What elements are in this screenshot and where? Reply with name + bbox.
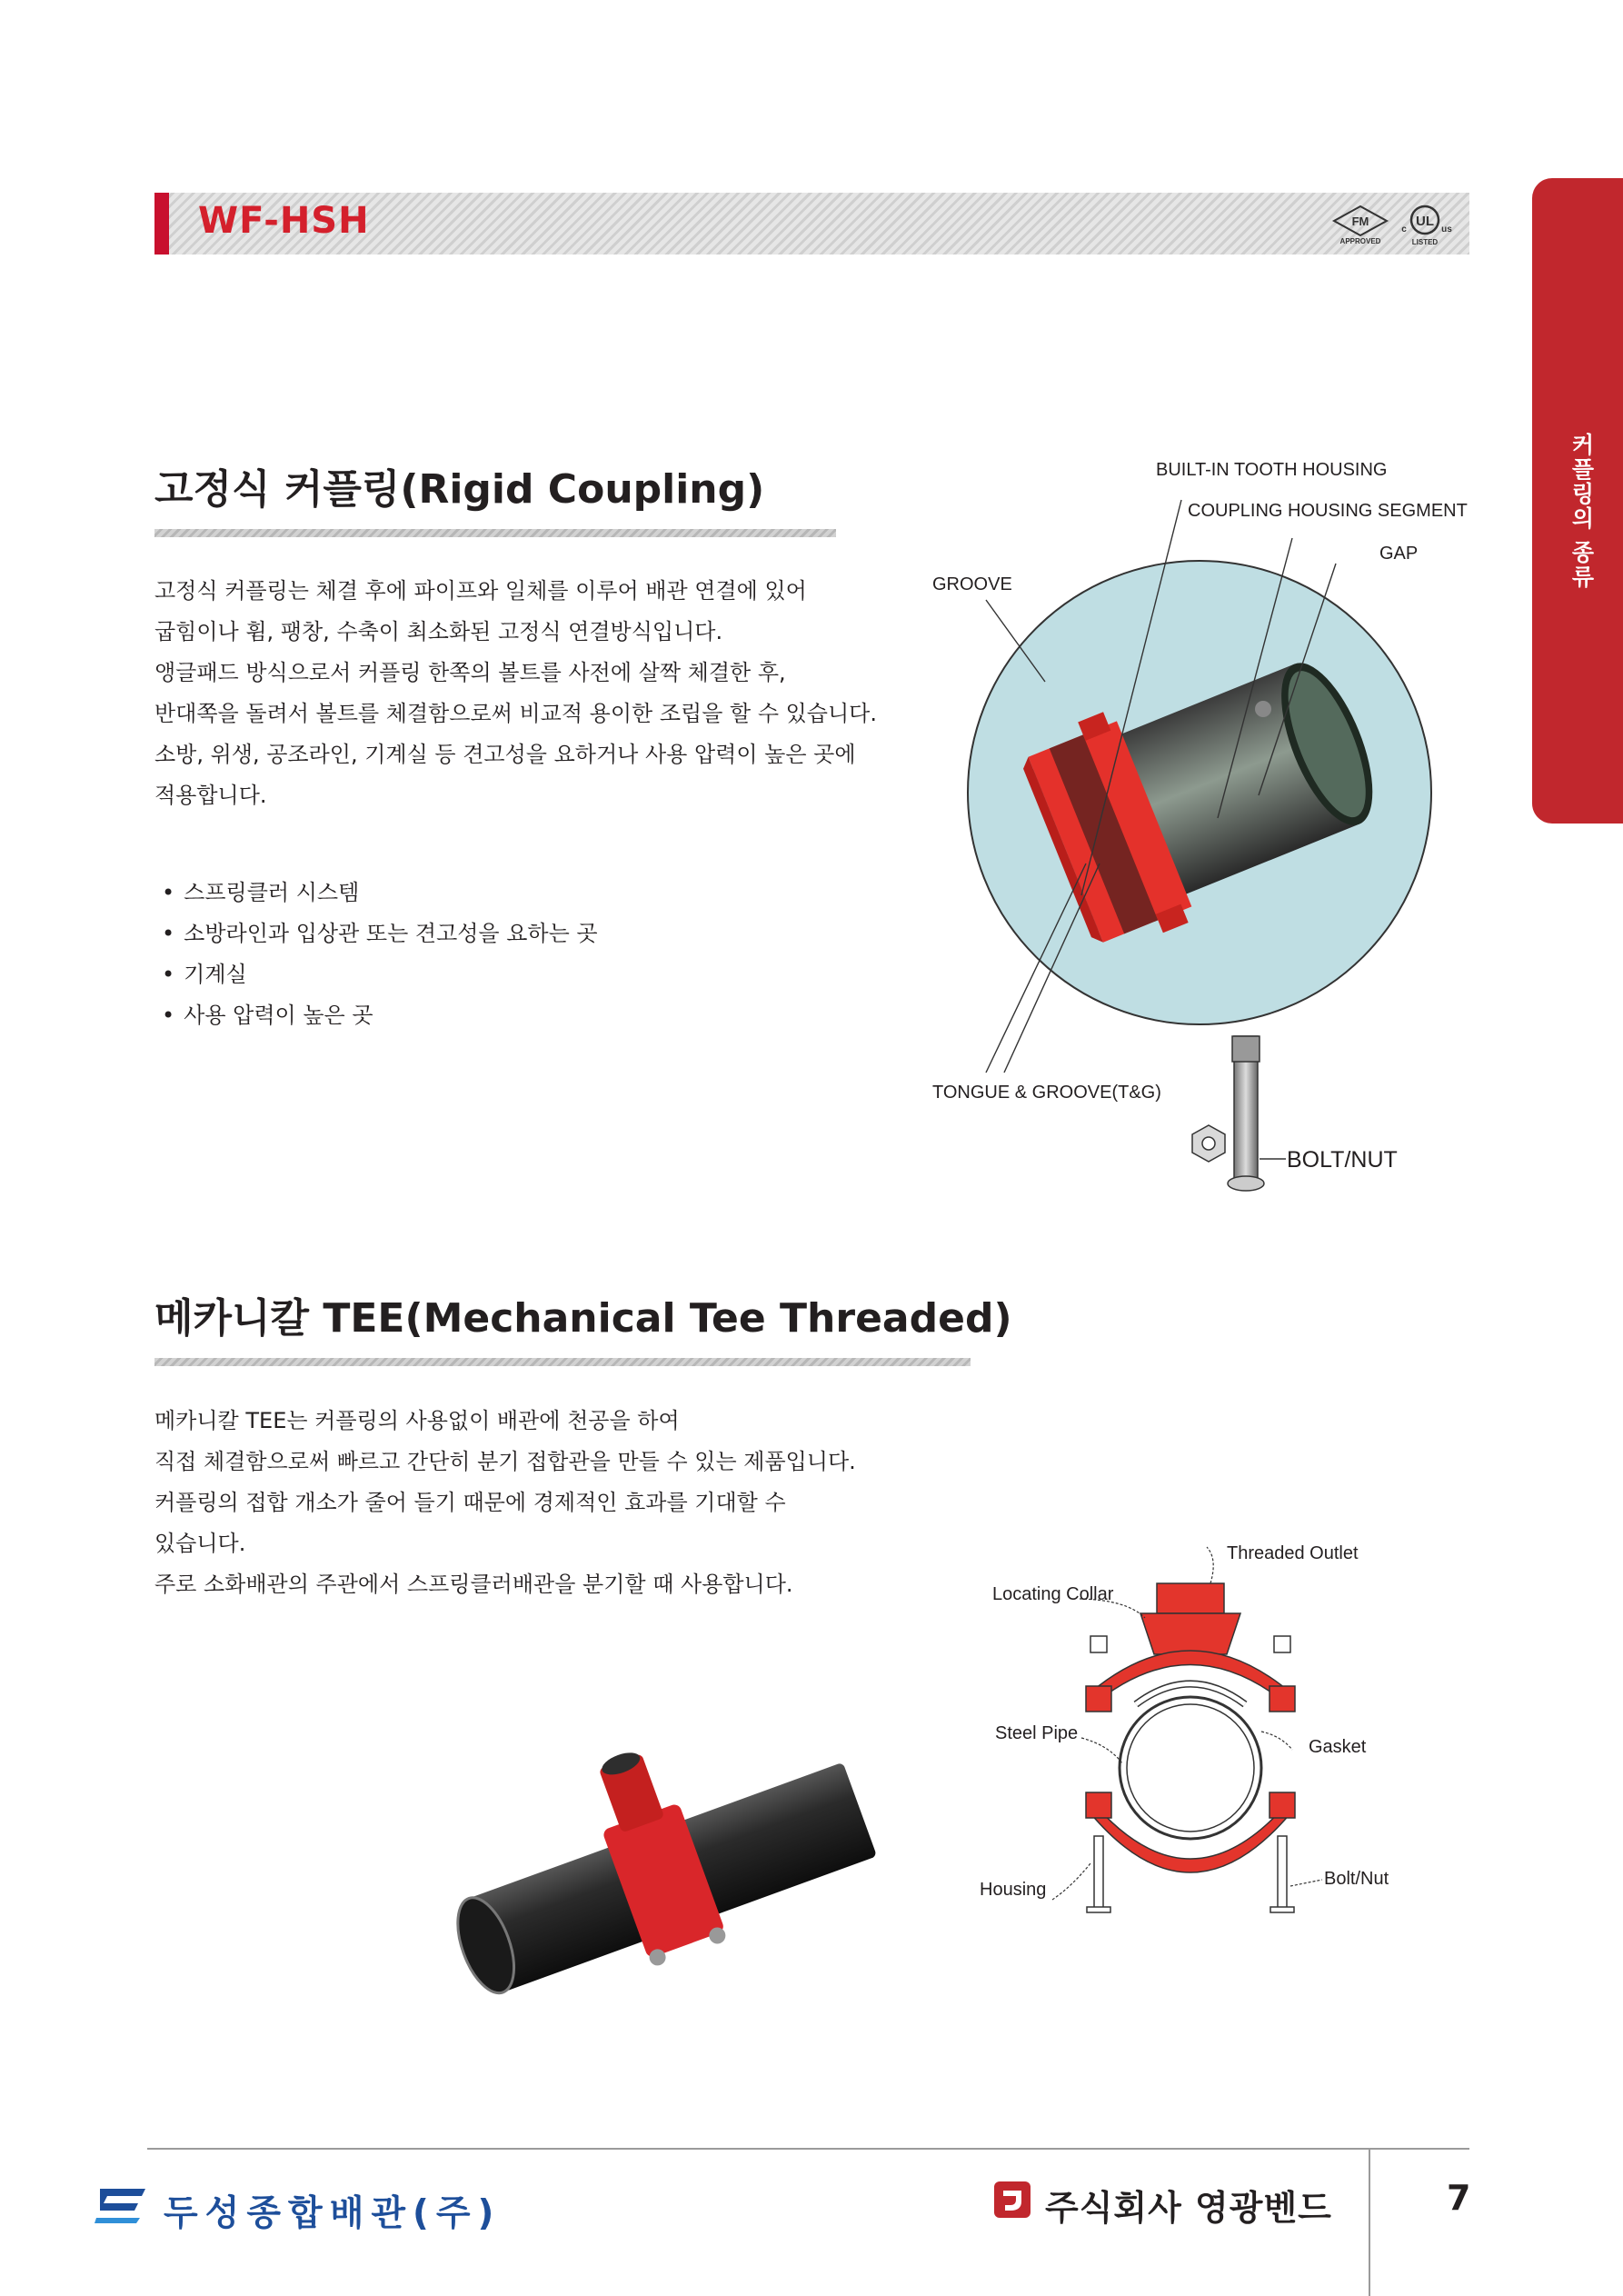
younggwang-logo-icon (994, 2181, 1031, 2218)
section1-rule (154, 529, 836, 537)
label-threaded-outlet: Threaded Outlet (1227, 1543, 1359, 1563)
label-coupling-housing-segment: COUPLING HOUSING SEGMENT (1188, 501, 1468, 521)
list-item: • 소방라인과 입상관 또는 견고성을 요하는 곳 (162, 913, 598, 954)
label-gasket: Gasket (1309, 1737, 1367, 1757)
doosung-logo-icon (95, 2181, 151, 2225)
svg-text:APPROVED: APPROVED (1339, 237, 1381, 245)
brand-logo: WF-HSH (198, 200, 370, 242)
footer-right-company: 주식회사 영광벤드 (1045, 2188, 1332, 2228)
svg-text:UL: UL (1416, 214, 1434, 229)
svg-text:LISTED: LISTED (1411, 238, 1439, 246)
header-accent-bar (154, 193, 169, 255)
label-housing: Housing (980, 1880, 1047, 1900)
footer-left-company: 두성종합배관(주) (164, 2193, 502, 2234)
list-item: • 스프링클러 시스템 (162, 873, 598, 913)
section2-title: 메카니칼 TEE(Mechanical Tee Threaded) (154, 1295, 1012, 1342)
svg-text:c: c (1401, 225, 1407, 235)
list-item: • 사용 압력이 높은 곳 (162, 995, 598, 1036)
label-locating-collar: Locating Collar (992, 1584, 1114, 1604)
label-bolt-nut-2: Bolt/Nut (1324, 1869, 1389, 1889)
label-tongue-groove: TONGUE & GROOVE(T&G) (932, 1083, 1161, 1103)
svg-text:us: us (1441, 225, 1452, 235)
fm-approved-icon (1329, 203, 1392, 246)
section2-paragraph: 메카니칼 TEE는 커플링의 사용없이 배관에 천공을 하여 직접 체결함으로써 빠르고 간단히 분기 접합관을 만들 수 있는 제품입니다. 커플링의 접합 개소가 줄어 들기 때문에 경제적인 효과를 기대할 수 있습니다. 주로 소화배관의 주관에서 스프링클러배관을 분기할 때 사용합니다. (154, 1408, 856, 1597)
section1-paragraph: 고정식 커플링는 체결 후에 파이프와 일체를 이루어 배관 연결에 있어 굽힘이나 휨, 팽창, 수축이 최소화된 고정식 연결방식입니다. 앵글패드 방식으로서 커플링 한쪽의 볼트를 사전에 살짝 체결한 후, 반대쪽을 돌려서 볼트를 체결함으로써 비교적 용이한 조립을 할 수 있습니다. 소방, 위생, 공조라인, 기계실 등 견고성을 요하거나 사용 압력이 높은 곳에 적용합니다. (154, 578, 877, 808)
side-tab-label: 커플링의 종류 (1568, 433, 1595, 590)
footer-vertical-divider (1369, 2150, 1370, 2296)
page-number: 7 (1447, 2178, 1471, 2218)
ul-listed-icon (1395, 202, 1455, 247)
label-steel-pipe: Steel Pipe (995, 1723, 1079, 1743)
footer-divider (147, 2148, 1469, 2150)
mechanical-tee-photo (432, 1704, 886, 2018)
list-item: • 기계실 (162, 954, 598, 995)
section1-title: 고정식 커플링(Rigid Coupling) (154, 466, 765, 513)
label-groove: GROOVE (932, 574, 1012, 594)
label-gap: GAP (1379, 544, 1419, 564)
label-bolt-nut: BOLT/NUT (1287, 1147, 1398, 1173)
section1-bullet-list (162, 873, 598, 1036)
section2-rule (154, 1358, 971, 1366)
svg-text:FM: FM (1351, 215, 1369, 228)
label-built-in-tooth-housing: BUILT-IN TOOTH HOUSING (1156, 460, 1388, 480)
